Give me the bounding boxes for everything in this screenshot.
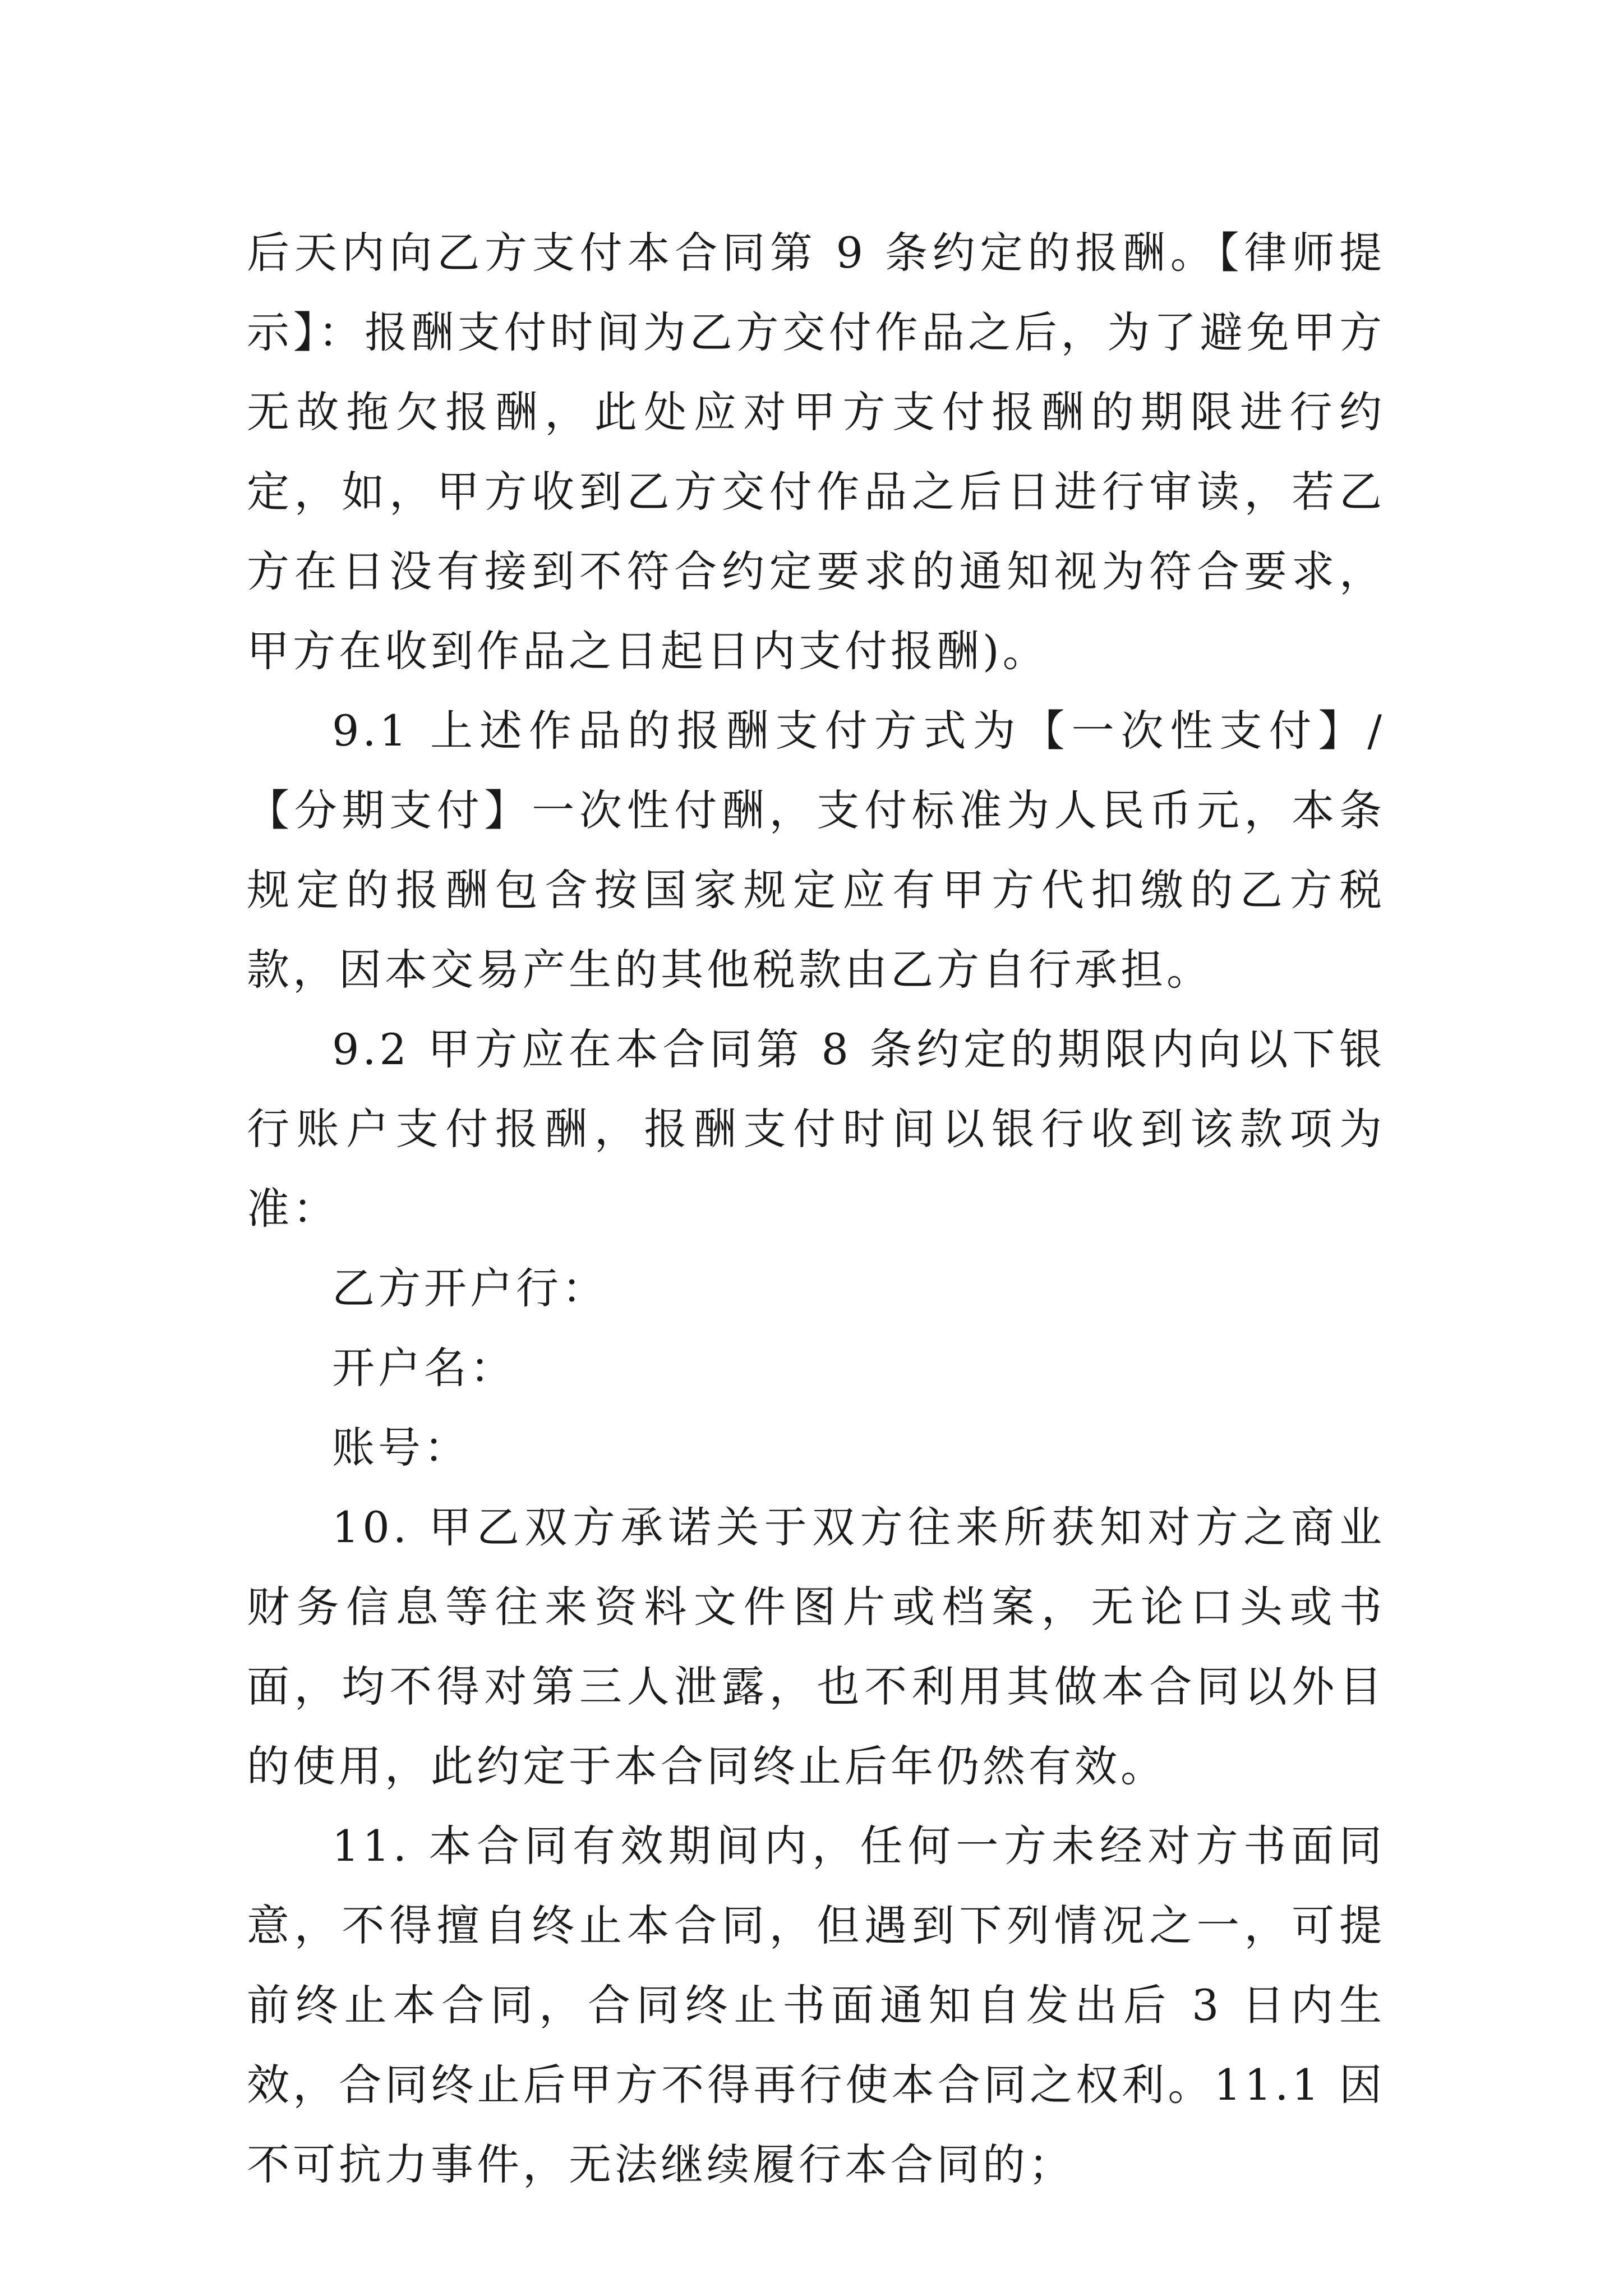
document-body (247, 213, 1385, 2205)
paragraph-clause-10: 10. 甲乙双方承诺关于双方往来所获知对方之商业财务信息等往来资料文件图片或档案，无论口头或书面，均不得对第三人泄露，也不利用其做本合同以外目的使用，此约定于本合同终止后年仍然有效。 (247, 1502, 1385, 1791)
paragraph-account-name: 开户名： (332, 1343, 516, 1393)
paragraph-clause-9-2: 9.2 甲方应在本合同第 8 条约定的期限内向以下银行账户支付报酬，报酬支付时间以银行收到该款项为准： (247, 1024, 1385, 1234)
paragraph-bank-name: 乙方开户行： (332, 1263, 608, 1313)
paragraph-clause-11: 11. 本合同有效期间内，任何一方未经对方书面同意，不得擅自终止本合同，但遇到下列情况之一，可提前终止本合同，合同终止书面通知自发出后 3 日内生效，合同终止后甲方不得再行使本合同之权利。11.1 因不可抗力事件，无法继续履行本合同的； (247, 1821, 1385, 2189)
paragraph-clause-9-1: 9.1 上述作品的报酬支付方式为【一次性支付】/【分期支付】一次性付酬，支付标准为人民币元，本条规定的报酬包含按国家规定应有甲方代扣缴的乙方税款，因本交易产生的其他税款由乙方自行承担。 (247, 706, 1385, 995)
paragraph-payment-continuation: 后天内向乙方支付本合同第 9 条约定的报酬。【律师提示】：报酬支付时间为乙方交付作品之后，为了避免甲方无故拖欠报酬，此处应对甲方支付报酬的期限进行约定，如，甲方收到乙方交付作品之后日进行审读，若乙方在日没有接到不符合约定要求的通知视为符合要求，甲方在收到作品之日起日内支付报酬)。 (247, 228, 1385, 676)
paragraph-account-number: 账号： (332, 1423, 470, 1473)
